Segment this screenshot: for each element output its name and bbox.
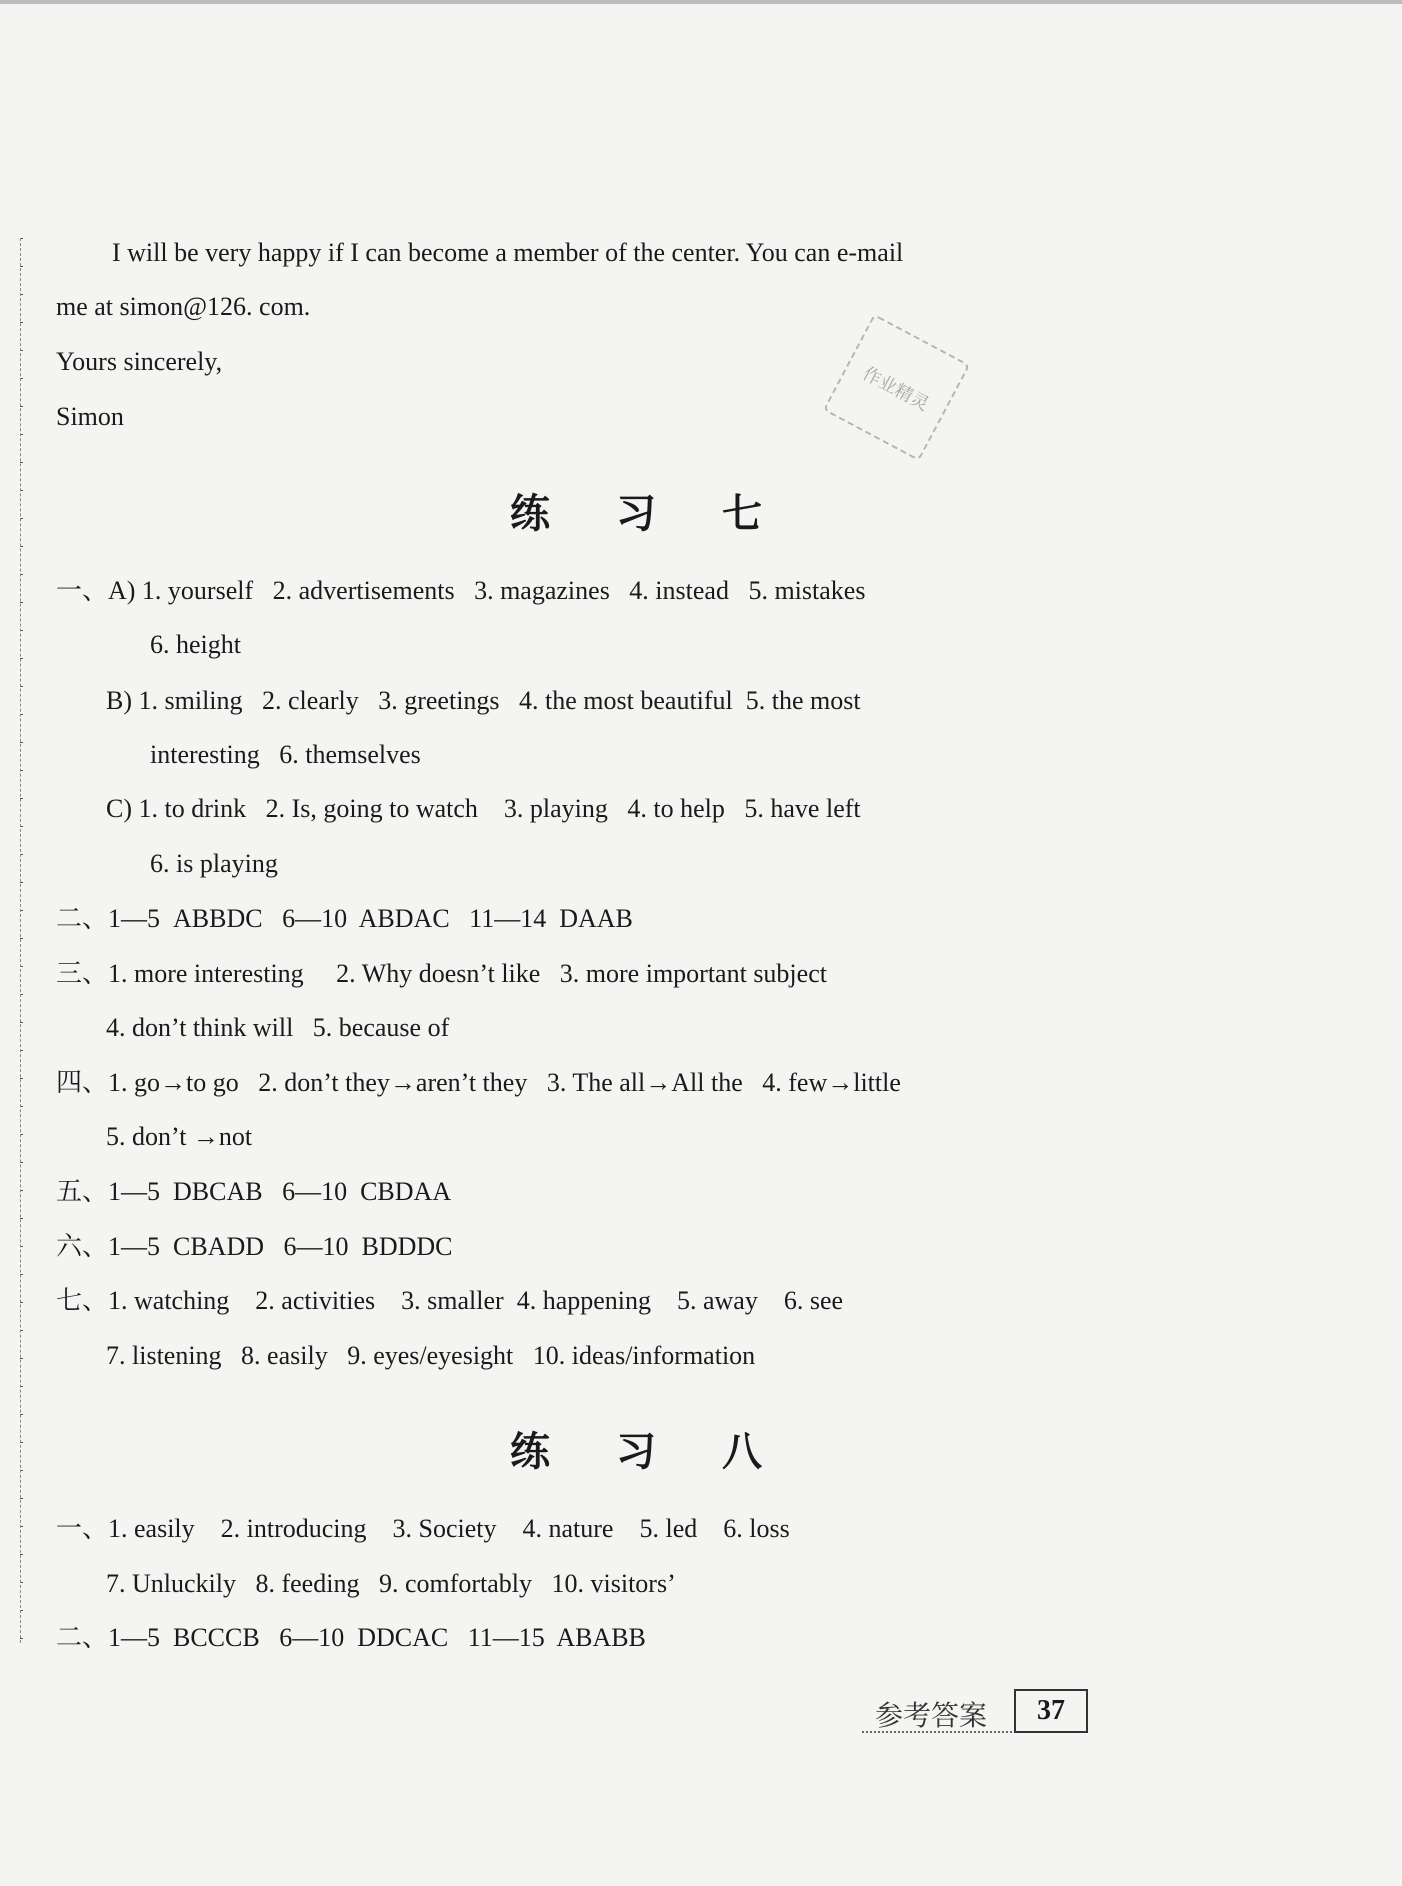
letter-signature: Simon	[56, 402, 124, 431]
letter-line-1: I will be very happy if I can become a member of the center. You can e-mail	[112, 238, 904, 267]
s7-q6: 六、1—5 CBADD 6—10 BDDDC	[56, 1232, 453, 1261]
s7-q1b-line1: B) 1. smiling 2. clearly 3. greetings 4. the most beautiful 5. the most	[106, 686, 861, 715]
stamp-text: 作业精灵	[859, 362, 933, 415]
top-border	[0, 0, 1402, 4]
section-title-7: 练 习 七	[510, 491, 790, 536]
page-number: 37	[1014, 1689, 1088, 1733]
s7-q1a-line2: 6. height	[150, 630, 241, 659]
s7-q1a-line1: 一、A) 1. yourself 2. advertisements 3. magazines 4. instead 5. mistakes	[56, 576, 866, 605]
letter-closing: Yours sincerely,	[56, 347, 223, 376]
section-title-8: 练 习 八	[510, 1429, 790, 1474]
s7-q7-line2: 7. listening 8. easily 9. eyes/eyesight 10. ideas/information	[106, 1341, 756, 1370]
s7-q3-line2: 4. don’t think will 5. because of	[106, 1013, 450, 1042]
s8-q1-line1: 一、1. easily 2. introducing 3. Society 4. nature 5. led 6. loss	[56, 1514, 790, 1543]
s7-q1c-line1: C) 1. to drink 2. Is, going to watch 3. playing 4. to help 5. have left	[106, 794, 861, 823]
s7-q4-line1: 四、1. go→to go 2. don’t they→aren’t they 3. The all→All the 4. few→little	[56, 1068, 901, 1097]
s7-q5: 五、1—5 DBCAB 6—10 CBDAA	[56, 1177, 452, 1206]
footer-dotted-rule	[862, 1731, 1012, 1733]
s7-q4-line2: 5. don’t →not	[106, 1122, 253, 1151]
s7-q1b-line2: interesting 6. themselves	[150, 740, 421, 769]
watermark-stamp	[823, 314, 970, 461]
s7-q1c-line2: 6. is playing	[150, 849, 278, 878]
s7-q3-line1: 三、1. more interesting 2. Why doesn’t like 3. more important subject	[56, 959, 827, 988]
footer-label: 参考答案	[875, 1699, 988, 1732]
s7-q7-line1: 七、1. watching 2. activities 3. smaller 4. happening 5. away 6. see	[56, 1286, 844, 1315]
s8-q1-line2: 7. Unluckily 8. feeding 9. comfortably 10. visitors’	[106, 1569, 676, 1598]
letter-line-2: me at simon@126. com.	[56, 292, 311, 321]
s8-q2: 二、1—5 BCCCB 6—10 DDCAC 11—15 ABABB	[56, 1623, 646, 1652]
s7-q2: 二、1—5 ABBDC 6—10 ABDAC 11—14 DAAB	[56, 904, 633, 933]
